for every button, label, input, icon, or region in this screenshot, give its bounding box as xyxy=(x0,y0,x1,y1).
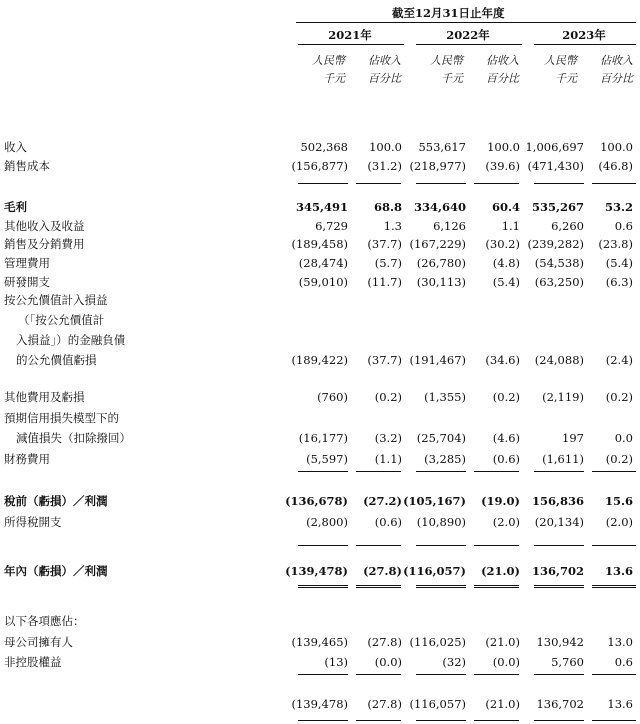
rule-after-profit xyxy=(356,585,401,586)
rule-after-profit xyxy=(474,587,519,588)
table-cell: 100.0 xyxy=(369,140,402,154)
table-cell: (2.4) xyxy=(605,353,633,367)
table-cell: (26,780) xyxy=(416,256,466,270)
table-cell: 68.8 xyxy=(373,200,402,214)
table-cell: 6,260 xyxy=(551,219,584,233)
rule-after-profit xyxy=(534,587,584,588)
table-cell: (189,458) xyxy=(291,237,348,251)
table-cell: (471,430) xyxy=(527,159,584,173)
table-cell: (27.8) xyxy=(363,564,402,578)
rule-after-finance xyxy=(416,471,466,472)
period-title: 截至12月31日止年度 xyxy=(392,6,505,20)
table-cell: (28,474) xyxy=(298,256,348,270)
table-cell: (218,977) xyxy=(409,159,466,173)
year-header-2023: 2023年 xyxy=(562,28,606,42)
table-cell: 1.3 xyxy=(383,219,402,233)
row-label: 稅前（虧損）／利潤 xyxy=(4,494,108,508)
sub-header-amount-2022: 人民幣 千元 xyxy=(430,54,463,85)
table-cell: (0.6) xyxy=(374,515,402,529)
rule-final xyxy=(474,720,519,721)
rule-after-profit xyxy=(592,587,636,588)
table-cell: 0.6 xyxy=(614,219,633,233)
header-rule xyxy=(296,22,636,23)
table-cell: (39.6) xyxy=(485,159,520,173)
rule-after-tax xyxy=(592,545,636,546)
row-label: 母公司擁有人 xyxy=(4,635,73,649)
row-label: 按公允價值計入損益 xyxy=(4,293,108,307)
sub-header-amount-2021: 人民幣 千元 xyxy=(312,54,345,85)
rule-after-nci xyxy=(416,674,466,675)
row-label: 銷售成本 xyxy=(4,159,50,173)
rule-after-finance xyxy=(356,471,401,472)
rule-after-cost xyxy=(298,183,348,184)
table-cell: 53.2 xyxy=(604,200,633,214)
table-cell: 553,617 xyxy=(418,140,466,154)
rule-after-cost xyxy=(534,183,584,184)
rule-after-profit xyxy=(298,585,348,586)
table-cell: (21.0) xyxy=(485,635,520,649)
table-cell: 13.6 xyxy=(604,564,633,578)
table-cell: (139,478) xyxy=(285,564,348,578)
table-cell: 0.6 xyxy=(614,655,633,669)
row-label: 研發開支 xyxy=(4,275,50,289)
row-label: 所得稅開支 xyxy=(4,515,62,529)
table-cell: (4.6) xyxy=(492,431,520,445)
table-cell: (19.0) xyxy=(481,494,520,508)
sub-header-pct-2022: 佔收入 百分比 xyxy=(486,54,519,85)
table-cell: (156,877) xyxy=(291,159,348,173)
table-cell: (10,890) xyxy=(416,515,466,529)
table-cell: (1,611) xyxy=(542,452,584,466)
year-header-2021: 2021年 xyxy=(328,28,372,42)
rule-after-nci xyxy=(534,674,584,675)
table-cell: (25,704) xyxy=(416,431,466,445)
table-cell: (191,467) xyxy=(409,353,466,367)
table-cell: (239,282) xyxy=(527,237,584,251)
year-header-2022: 2022年 xyxy=(446,28,490,42)
sub-header-amount-2023: 人民幣 千元 xyxy=(544,54,577,85)
table-cell: (34.6) xyxy=(485,353,520,367)
rule-final xyxy=(416,720,466,721)
table-cell: 136,702 xyxy=(536,697,584,711)
table-cell: 13.6 xyxy=(607,697,633,711)
table-cell: 6,126 xyxy=(433,219,466,233)
table-cell: (23.8) xyxy=(598,237,633,251)
table-cell: 535,267 xyxy=(531,200,584,214)
table-cell: 1.1 xyxy=(501,219,520,233)
rule-final xyxy=(298,720,348,721)
table-cell: (1.1) xyxy=(374,452,402,466)
rule-after-tax xyxy=(474,545,519,546)
table-cell: (63,250) xyxy=(534,275,584,289)
table-cell: 502,368 xyxy=(300,140,348,154)
table-cell: (5,597) xyxy=(306,452,348,466)
table-cell: (189,422) xyxy=(291,353,348,367)
row-label: 年內（虧損）／利潤 xyxy=(4,564,108,578)
table-cell: (24,088) xyxy=(534,353,584,367)
rule-after-tax xyxy=(534,545,584,546)
table-cell: 1,006,697 xyxy=(525,140,584,154)
table-cell: (3,285) xyxy=(424,452,466,466)
rule-after-profit xyxy=(592,585,636,586)
table-cell: (2,119) xyxy=(542,390,584,404)
table-cell: (5.4) xyxy=(492,275,520,289)
table-cell: (27.8) xyxy=(367,635,402,649)
table-cell: (2.0) xyxy=(492,515,520,529)
table-cell: (16,177) xyxy=(298,431,348,445)
table-cell: 15.6 xyxy=(604,494,633,508)
table-cell: 100.0 xyxy=(600,140,633,154)
table-cell: (116,057) xyxy=(403,564,466,578)
table-cell: (136,678) xyxy=(285,494,348,508)
table-cell: (21.0) xyxy=(481,564,520,578)
table-cell: 60.4 xyxy=(491,200,520,214)
table-cell: (2,800) xyxy=(306,515,348,529)
sub-header-pct-2023: 佔收入 百分比 xyxy=(600,54,633,85)
row-label: 其他費用及虧損 xyxy=(4,390,85,404)
table-cell: (116,057) xyxy=(409,697,466,711)
table-cell: (59,010) xyxy=(298,275,348,289)
rule-after-nci xyxy=(474,674,519,675)
table-cell: 100.0 xyxy=(487,140,520,154)
table-cell: (139,478) xyxy=(291,697,348,711)
table-cell: 136,702 xyxy=(531,564,584,578)
rule-final xyxy=(356,720,401,721)
row-label: 以下各項應佔： xyxy=(4,614,85,628)
table-cell: 197 xyxy=(562,431,584,445)
rule-after-profit xyxy=(416,587,466,588)
rule-after-profit xyxy=(474,585,519,586)
table-cell: (5.4) xyxy=(605,256,633,270)
table-cell: (27.8) xyxy=(367,697,402,711)
table-cell: (30,113) xyxy=(416,275,466,289)
table-cell: 5,760 xyxy=(551,655,584,669)
row-label: 毛利 xyxy=(4,200,27,214)
table-cell: (105,167) xyxy=(403,494,466,508)
table-cell: (20,134) xyxy=(534,515,584,529)
row-label: 銷售及分銷費用 xyxy=(4,237,85,251)
row-label: 非控股權益 xyxy=(4,655,62,669)
table-cell: 334,640 xyxy=(413,200,466,214)
table-cell: (46.8) xyxy=(598,159,633,173)
rule-after-nci xyxy=(298,674,348,675)
table-cell: (5.7) xyxy=(374,256,402,270)
table-cell: 6,729 xyxy=(315,219,348,233)
table-cell: (0.2) xyxy=(605,452,633,466)
rule-final xyxy=(592,720,636,721)
rule-after-finance xyxy=(298,471,348,472)
table-cell: (37.7) xyxy=(367,237,402,251)
row-label: （「按公允價值計 xyxy=(18,313,105,327)
table-cell: (13) xyxy=(324,655,348,669)
row-label: 入損益」）的金融負債 xyxy=(16,333,126,347)
table-cell: (11.7) xyxy=(367,275,402,289)
rule-after-tax xyxy=(356,545,401,546)
year-rule-2022 xyxy=(416,44,522,45)
rule-after-profit xyxy=(356,587,401,588)
year-rule-2023 xyxy=(534,44,636,45)
table-cell: (31.2) xyxy=(367,159,402,173)
table-cell: (0.6) xyxy=(492,452,520,466)
table-cell: (4.8) xyxy=(492,256,520,270)
row-label: 減值損失（扣除撥回） xyxy=(16,431,131,445)
rule-after-cost xyxy=(474,183,519,184)
table-cell: 156,836 xyxy=(531,494,584,508)
table-cell: (54,538) xyxy=(534,256,584,270)
rule-after-finance xyxy=(592,471,636,472)
table-cell: 0.0 xyxy=(614,431,633,445)
rule-after-nci xyxy=(592,674,636,675)
rule-after-profit xyxy=(298,587,348,588)
row-label: 預期信用損失模型下的 xyxy=(4,411,119,425)
table-cell: 130,942 xyxy=(536,635,584,649)
table-cell: 345,491 xyxy=(295,200,348,214)
table-cell: (21.0) xyxy=(485,697,520,711)
table-cell: (6.3) xyxy=(605,275,633,289)
rule-after-cost xyxy=(416,183,466,184)
rule-after-finance xyxy=(534,471,584,472)
table-cell: (0.0) xyxy=(374,655,402,669)
rule-after-profit xyxy=(534,585,584,586)
rule-after-nci xyxy=(356,674,401,675)
table-cell: (3.2) xyxy=(374,431,402,445)
rule-after-cost xyxy=(356,183,401,184)
table-cell: (0.2) xyxy=(374,390,402,404)
year-rule-2021 xyxy=(298,44,404,45)
row-label: 管理費用 xyxy=(4,256,50,270)
table-cell: (37.7) xyxy=(367,353,402,367)
sub-header-pct-2021: 佔收入 百分比 xyxy=(368,54,401,85)
rule-after-profit xyxy=(416,585,466,586)
table-cell: (0.2) xyxy=(492,390,520,404)
table-cell: (116,025) xyxy=(409,635,466,649)
table-cell: (30.2) xyxy=(485,237,520,251)
rule-after-finance xyxy=(474,471,519,472)
table-cell: (27.2) xyxy=(363,494,402,508)
row-label: 的公允價值虧損 xyxy=(16,353,97,367)
row-label: 收入 xyxy=(4,140,27,154)
table-cell: (0.2) xyxy=(605,390,633,404)
table-cell: (2.0) xyxy=(605,515,633,529)
row-label: 其他收入及收益 xyxy=(4,219,85,233)
rule-after-tax xyxy=(416,545,466,546)
table-cell: (1,355) xyxy=(424,390,466,404)
table-cell: (167,229) xyxy=(409,237,466,251)
table-cell: (0.0) xyxy=(492,655,520,669)
rule-final xyxy=(534,720,584,721)
table-cell: (760) xyxy=(317,390,348,404)
table-cell: (139,465) xyxy=(291,635,348,649)
table-cell: (32) xyxy=(442,655,466,669)
row-label: 財務費用 xyxy=(4,452,50,466)
rule-after-cost xyxy=(592,183,636,184)
rule-after-tax xyxy=(298,545,348,546)
table-cell: 13.0 xyxy=(607,635,633,649)
